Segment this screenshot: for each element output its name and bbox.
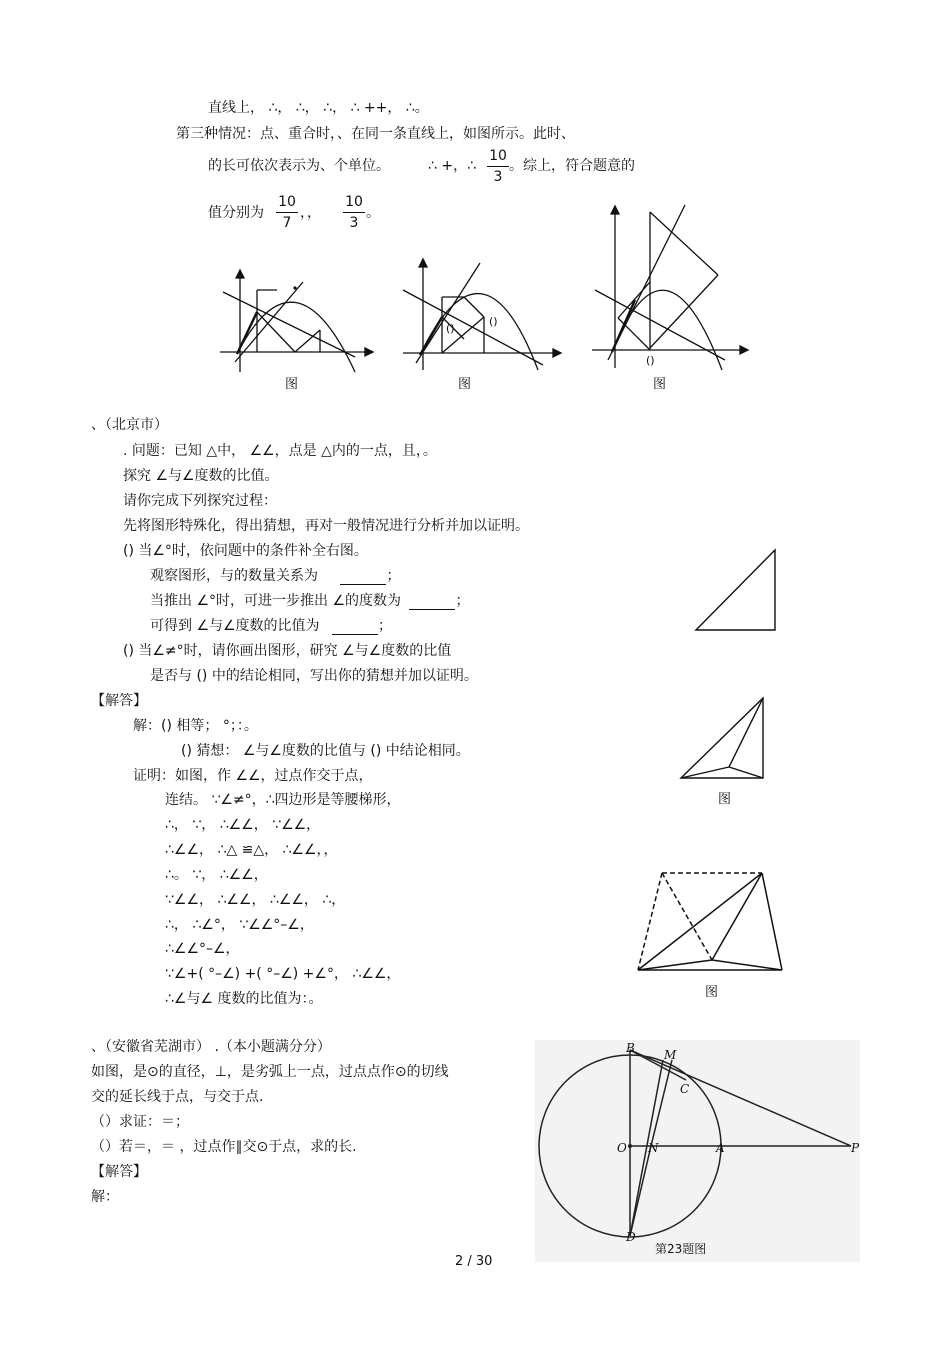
fill-in-line [150, 617, 392, 635]
fraction-denominator: 3 [349, 215, 359, 231]
fraction-10-3 [487, 147, 509, 186]
point-label-o: O [617, 1141, 627, 1155]
solution-line: ∴∠∠， ∴△ ≌△， ∴∠∠，， [165, 842, 338, 858]
point-label-a: A [716, 1141, 725, 1155]
point-label-d: D [626, 1230, 636, 1244]
fraction-denominator: 3 [493, 169, 503, 185]
circle-diagram [535, 1040, 860, 1262]
parabola-figure-3 [590, 200, 755, 375]
problem-line: 是否与 () 中的结论相同，写出你的猜想并加以证明。 [150, 668, 478, 684]
text-line-2: 第三种情况：点、重合时，、在同一条直线上，如图所示。此时、 [176, 126, 575, 142]
point-label-p: P [851, 1141, 860, 1155]
figure-label: () [646, 354, 655, 367]
figure-caption: 图 [705, 985, 719, 1000]
figure-caption: 图 [653, 377, 667, 392]
fill-in-text: 当推出 ∠°时，可进一步推出 ∠的度数为 [150, 593, 402, 609]
problem-line: 交的延长线于点，与交于点. [91, 1089, 264, 1105]
problem-line: 请你完成下列探究过程： [123, 493, 277, 509]
semicolon: ； [378, 618, 393, 634]
text-line-4a: 值分别为 [208, 205, 264, 221]
figure-caption: 图 [458, 377, 472, 392]
text-line-4b: ，， [300, 205, 321, 221]
fill-in-line [150, 592, 469, 610]
solution-line: ∴。 ∵， ∴∠∠， [165, 867, 268, 883]
text-line-3c: 。综上，符合题意的 [509, 158, 635, 174]
problem-part-2: () 当∠≠°时，请你画出图形，研究 ∠与∠度数的比值 [123, 643, 452, 659]
semicolon: ； [386, 568, 401, 584]
answer-label: 【解答】 [91, 693, 147, 709]
solution-line: ∴， ∴∠°， ∵∠∠°–∠， [165, 917, 314, 933]
solution-line: 解：() 相等； °；：。 [133, 718, 258, 734]
answer-blank [409, 595, 455, 610]
triangle-figure-2 [675, 692, 775, 787]
fraction-10-3-b [343, 193, 365, 232]
problem-statement: . 问题：已知 △中， ∠∠，点是 △内的一点，且，。 [123, 443, 437, 459]
solution-line: ∵∠+( °–∠) +( °–∠) +∠°， ∴∠∠， [165, 966, 401, 982]
fraction-numerator: 10 [278, 194, 296, 210]
problem-line: 探究 ∠与∠度数的比值。 [123, 468, 279, 484]
fraction-denominator: 7 [282, 215, 292, 231]
parabola-figure-1 [215, 262, 375, 377]
solution-line: 证明：如图，作 ∠∠，过点作交于点， [133, 768, 373, 784]
fraction-10-7 [276, 193, 298, 232]
figure-caption: 第23题图 [655, 1242, 707, 1256]
fraction-numerator: 10 [345, 194, 363, 210]
figure-label: () [489, 315, 498, 328]
question-header-beijing: 、（北京市） [91, 417, 168, 433]
problem-statement: 如图，是⊙的直径，⊥，是劣弧上一点，过点点作⊙的切线 [91, 1064, 449, 1080]
fill-in-text: 可得到 ∠与∠度数的比值为 [150, 618, 320, 634]
trapezoid-figure-3 [632, 868, 787, 976]
point-label-n: N [648, 1141, 659, 1155]
answer-blank [340, 570, 386, 585]
text-line-1: 直线上， ∴， ∴， ∴， ∴ ++， ∴。 [208, 100, 429, 116]
question-header-wuhu: 、（安徽省芜湖市） .（本小题满分分） [91, 1039, 331, 1055]
solution-line: 连结。 ∵∠≠°，∴四边形是等腰梯形， [165, 792, 401, 808]
answer-blank [332, 620, 378, 635]
solution-line: ∴∠与∠ 度数的比值为：。 [165, 991, 323, 1007]
fill-in-text: 观察图形，与的数量关系为 [150, 568, 318, 584]
problem-part-1: () 当∠°时，依问题中的条件补全右图。 [123, 543, 368, 559]
text-line-4c: 。 [366, 205, 380, 221]
solution-start: 解： [91, 1189, 119, 1205]
figure-caption: 图 [285, 377, 299, 392]
problem-line: 先将图形特殊化，得出猜想，再对一般情况进行分析并加以证明。 [123, 518, 529, 534]
solution-line: ∵∠∠， ∴∠∠， ∴∠∠， ∴， [165, 892, 346, 908]
solution-line: () 猜想： ∠与∠度数的比值与 () 中结论相同。 [181, 743, 470, 759]
fill-in-line [150, 567, 400, 585]
solution-line: ∴∠∠°–∠， [165, 941, 240, 957]
semicolon: ； [455, 593, 470, 609]
figure-label: () [446, 322, 455, 335]
solution-line: ∴， ∵， ∴∠∠， ∵∠∠， [165, 817, 321, 833]
answer-label: 【解答】 [91, 1164, 147, 1180]
page-number: 2 / 30 [455, 1254, 493, 1269]
problem-part-1: （）求证：＝； [91, 1114, 189, 1130]
problem-part-2: （）若＝，＝ ，过点作∥交⊙于点，求的长. [91, 1139, 357, 1155]
fraction-numerator: 10 [489, 148, 507, 164]
point-label-c: C [680, 1082, 690, 1096]
figure-caption: 图 [718, 792, 732, 807]
right-triangle-figure [690, 545, 785, 635]
parabola-figure-2 [398, 255, 563, 375]
point-label-m: M [664, 1048, 677, 1062]
point-label-b: B [626, 1041, 635, 1055]
text-line-3b: ∴ +，∴ [428, 158, 476, 174]
text-line-3a: 的长可依次表示为、个单位。 [208, 158, 390, 174]
circle-tangent-figure [535, 1040, 860, 1262]
